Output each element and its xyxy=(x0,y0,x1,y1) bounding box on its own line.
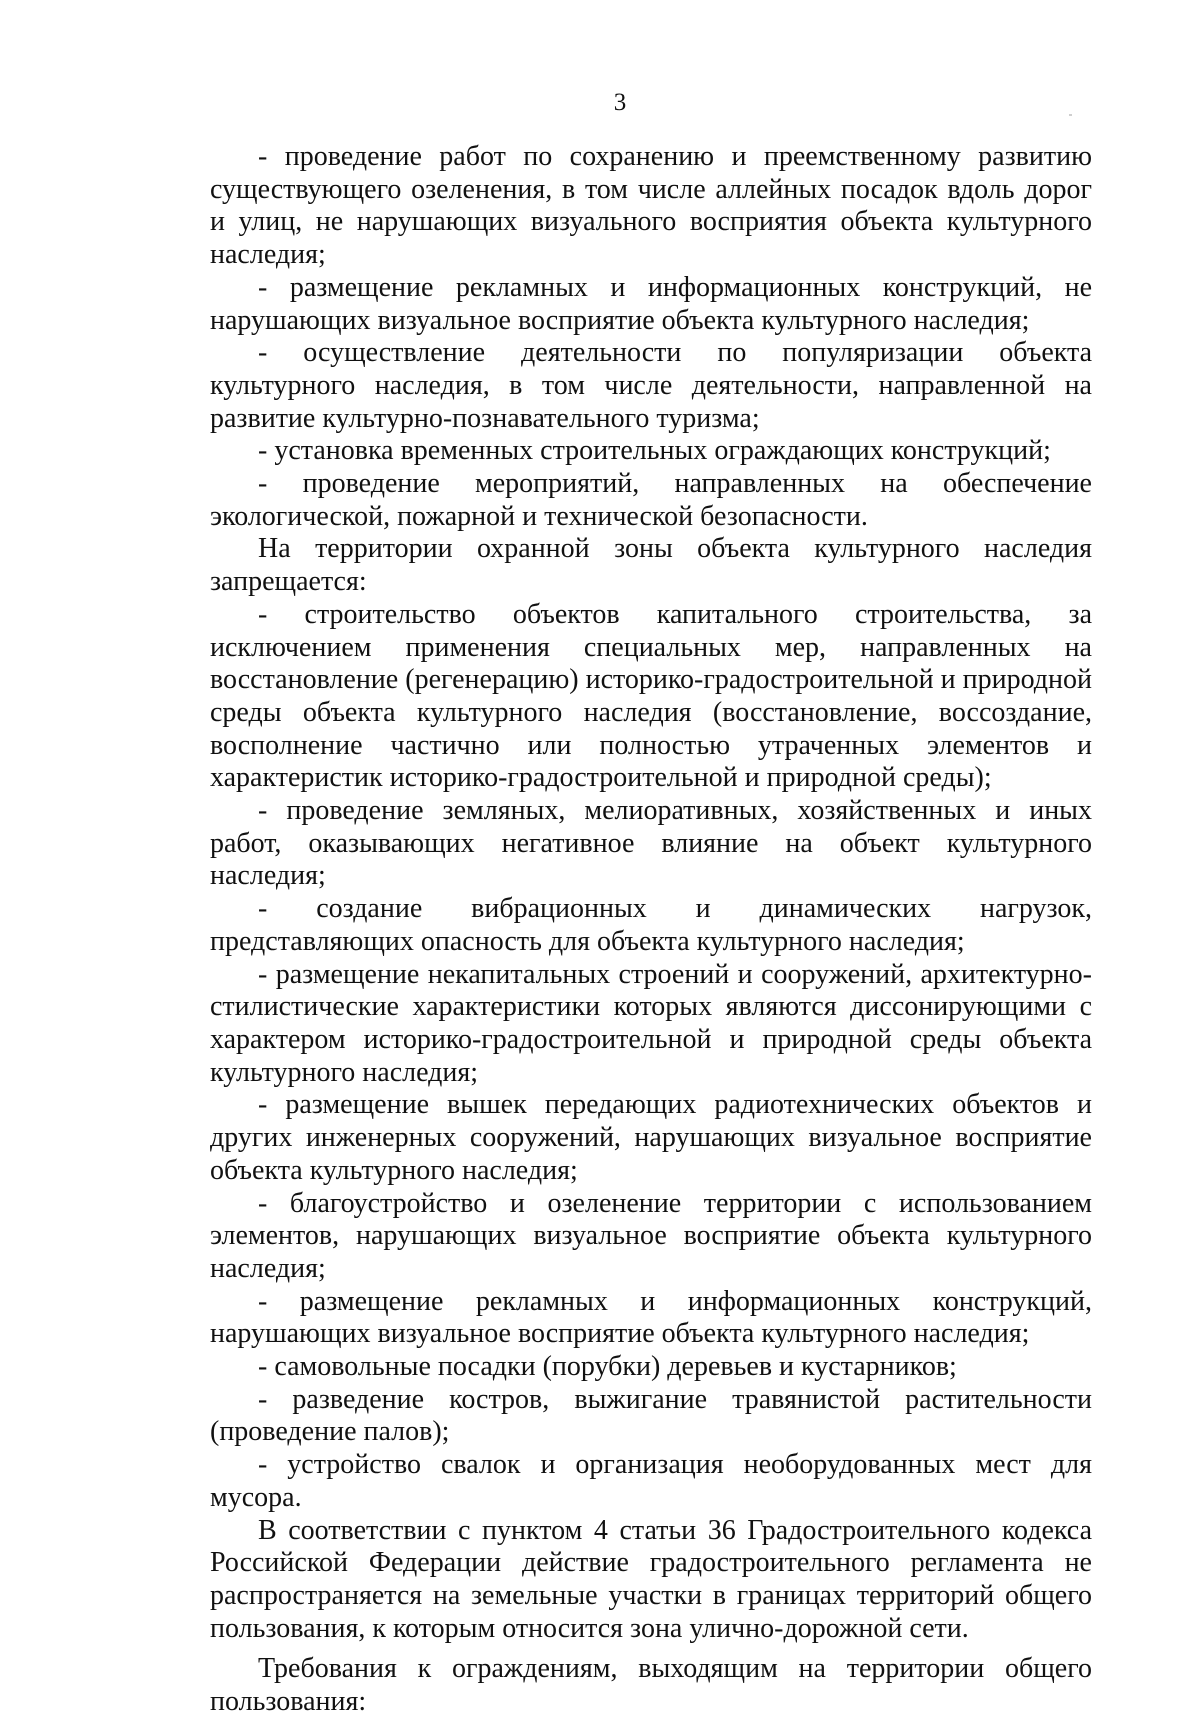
paragraph-4: - установка временных строительных ограждающих конструкций; xyxy=(258,435,1051,467)
paragraph-3: - осуществление деятельности по популяризации объекта культурного наследия, в том числе деятельности, направленной на развитие культурно-познавательного туризма; xyxy=(210,337,1092,434)
paragraph-7: - строительство объектов капитального строительства, за исключением применения специальных мер, направленных на восстановление (регенерацию) историко-градостроительной и природной среды объекта культурного наследия (восстановление, воссоздание, восполнение частично или полностью утраченных элементов и характеристик историко-градостроительной и природной среды); xyxy=(210,598,1092,794)
paragraph-9: - создание вибрационных и динамических нагрузок, представляющих опасность для объекта культурного наследия; xyxy=(210,893,1092,957)
page-number: 3 xyxy=(613,89,627,116)
paragraph-8: - проведение земляных, мелиоративных, хозяйственных и иных работ, оказывающих негативное влияние на объект культурного наследия; xyxy=(210,795,1092,892)
scan-speck xyxy=(1069,114,1072,116)
paragraph-13: - размещение рекламных и информационных конструкций, нарушающих визуальное восприятие объекта культурного наследия; xyxy=(210,1285,1092,1350)
document-body xyxy=(210,141,1092,1719)
paragraph-12: - благоустройство и озеленение территории с использованием элементов, нарушающих визуальное восприятие объекта культурного наследия; xyxy=(210,1187,1092,1284)
paragraph-18: Требования к ограждениям, выходящим на территории общего пользования: xyxy=(210,1653,1092,1718)
paragraph-5: - проведение мероприятий, направленных на обеспечение экологической, пожарной и технической безопасности. xyxy=(210,468,1092,532)
paragraph-16: - устройство свалок и организация необорудованных мест для мусора. xyxy=(210,1449,1092,1513)
paragraph-17: В соответствии с пунктом 4 статьи 36 Градостроительного кодекса Российской Федерации действие градостроительного регламента не распространяется на земельные участки в границах территорий общего пользования, к которым относится зона улично-дорожной сети. xyxy=(210,1514,1092,1644)
paragraph-11: - размещение вышек передающих радиотехнических объектов и других инженерных сооружений, нарушающих визуальное восприятие объекта культурного наследия; xyxy=(210,1089,1092,1186)
paragraph-6: На территории охранной зоны объекта культурного наследия запрещается: xyxy=(210,533,1092,598)
paragraph-10: - размещение некапитальных строений и сооружений, архитектурно-стилистические характеристики которых являются диссонирующими с характером историко-градостроительной и природной среды объекта культурного наследия; xyxy=(210,958,1092,1088)
paragraph-15: - разведение костров, выжигание травянистой растительности (проведение палов); xyxy=(210,1383,1092,1448)
paragraph-1: - проведение работ по сохранению и преемственному развитию существующего озеленения, в том числе аллейных посадок вдоль дорог и улиц, не нарушающих визуального восприятия объекта культурного наследия; xyxy=(210,141,1092,271)
paragraph-2: - размещение рекламных и информационных конструкций, не нарушающих визуальное восприятие объекта культурного наследия; xyxy=(210,271,1092,336)
paragraph-14: - самовольные посадки (порубки) деревьев и кустарников; xyxy=(258,1351,957,1383)
